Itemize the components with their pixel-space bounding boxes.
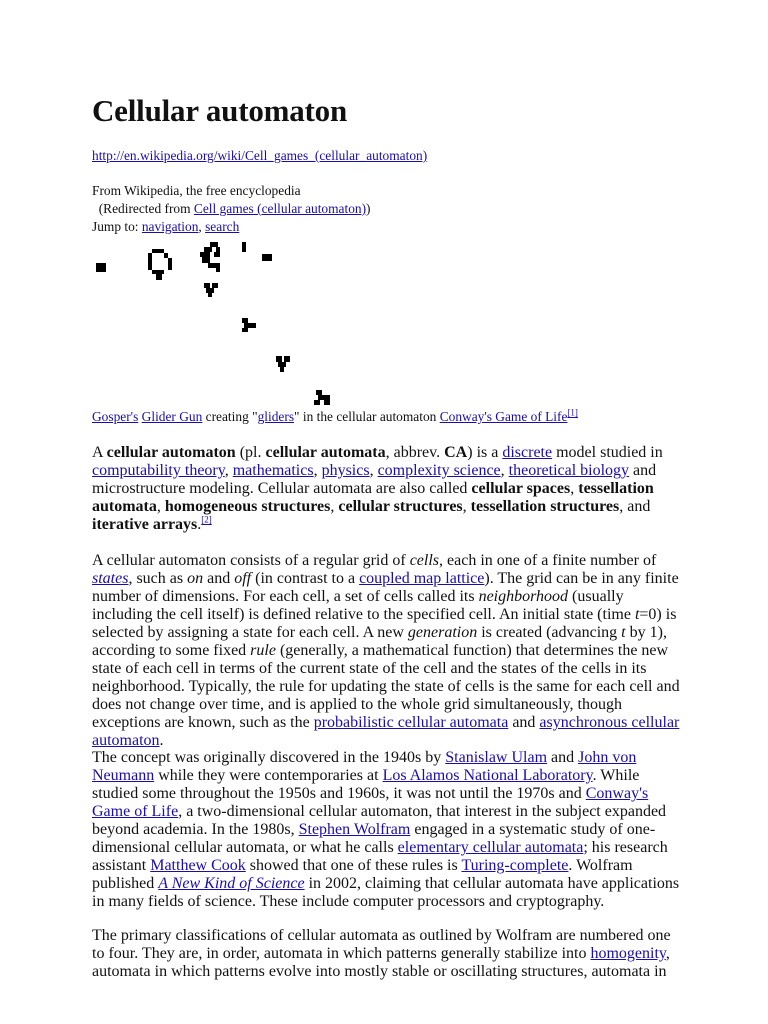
elementary-ca-link[interactable]: elementary cellular automata [397, 839, 584, 856]
glider-gun-link[interactable]: Glider Gun [141, 409, 203, 424]
turing-complete-link[interactable]: Turing-complete [461, 857, 569, 874]
probabilistic-ca-link[interactable]: probabilistic cellular automata [313, 714, 509, 731]
coupled-map-lattice-link[interactable]: coupled map lattice [359, 570, 485, 587]
redirect-link[interactable]: Cell games (cellular automaton) [193, 200, 367, 216]
article-url-link[interactable]: http://en.wikipedia.org/wiki/Cell_games_(cellular_automaton) [92, 148, 428, 163]
redirect-line: (Redirected from Cell games (cellular automaton)) [98, 200, 371, 216]
computability-theory-link[interactable]: computability theory [92, 462, 225, 479]
paragraph-history: The concept was originally discovered in the 1940s by Stanislaw Ulam and John von Neumann while they were contemporaries at Los Alamos National Laboratory. While studied some throughout the 1950s and 1960s, it was not until the 1970s and Conway's Game of Life, a two-dimensional cellular automaton, that interest in the subject expanded beyond academia. In the 1980s, Stephen Wolfram engaged in a systematic study of one-dimensional cellular automata, or what he calls elementary cellular automata; his research assistant Matthew Cook showed that one of these rules is Turing-complete. Wolfram published A New Kind of Science in 2002, claiming that cellular automata have applications in many fields of science. These include computer processors and cryptography. [92, 749, 680, 910]
states-link[interactable]: states [92, 570, 129, 587]
matthew-cook-link[interactable]: Matthew Cook [150, 857, 246, 874]
ref-1-link[interactable]: [1] [567, 407, 578, 418]
paragraph-classification: The primary classifications of cellular automata as outlined by Wolfram are numbered one to four. They are, in order, automata in which patterns generally stabilize into homogenity, automata in which patterns evolve into mostly stable or oscillating structures, automata in [92, 927, 671, 980]
stephen-wolfram-link[interactable]: Stephen Wolfram [298, 821, 411, 838]
asynchronous-ca-link[interactable]: asynchronous cellular automaton [92, 714, 680, 749]
los-alamos-link[interactable]: Los Alamos National Laboratory [382, 767, 593, 784]
glider-gun-image [92, 238, 342, 408]
game-of-life-link[interactable]: Conway's Game of Life [439, 409, 568, 424]
paragraph-definition: A cellular automaton consists of a regular grid of cells, each in one of a finite number of states, such as on and off (in contrast to a coupled map lattice). The grid can be in any finite number of dimensions. For each cell, a set of cells called its neighborhood (usually including the cell itself) is defined relative to the specified cell. An initial state (time t=0) is selected by assigning a state for each cell. A new generation is created (advancing t by 1), according to some fixed rule (generally, a mathematical function) that determines the new state of each cell in terms of the current state of the cell and the states of the cells in its neighborhood. Typically, the rule for updating the state of cells is the same for each cell and does not change over time, and is applied to the whole grid simultaneously, though exceptions are known, such as the probabilistic cellular automata and asynchronous cellular automaton. [92, 552, 680, 749]
search-link[interactable]: search [205, 218, 240, 234]
new-kind-of-science-link[interactable]: A New Kind of Science [158, 875, 305, 892]
paragraph-intro: A cellular automaton (pl. cellular automata, abbrev. CA) is a discrete model studied in computability theory, mathematics, physics, complexity science, theoretical biology and microstructure modeling. Cellular automata are also called cellular spaces, tessellation automata, homogeneous structures, cellular structures, tessellation structures, and iterative arrays.[2] [92, 444, 663, 533]
discrete-link[interactable]: discrete [502, 444, 553, 461]
john-von-neumann-link[interactable]: John von Neumann [92, 749, 637, 784]
image-caption: Gosper's Glider Gun creating "gliders" in the cellular automaton Conway's Game of Life[1] [92, 407, 578, 424]
from-wikipedia: From Wikipedia, the free encyclopedia [92, 183, 301, 198]
physics-link[interactable]: physics [321, 462, 370, 479]
complexity-science-link[interactable]: complexity science [377, 462, 501, 479]
source-block [92, 182, 682, 236]
theoretical-biology-link[interactable]: theoretical biology [508, 462, 630, 479]
game-of-life-link-2[interactable]: Conway's Game of Life [92, 785, 649, 820]
stanislaw-ulam-link[interactable]: Stanislaw Ulam [445, 749, 548, 766]
mathematics-link[interactable]: mathematics [232, 462, 314, 479]
jump-line: Jump to: navigation, search [92, 218, 240, 234]
block-right [262, 254, 272, 261]
navigation-link[interactable]: navigation [141, 218, 199, 234]
homogenity-link[interactable]: homogenity [590, 945, 666, 962]
gliders-link[interactable]: gliders [257, 409, 295, 424]
block-left [96, 263, 106, 272]
page-title: Cellular automaton [92, 93, 348, 128]
ref-2-link[interactable]: [2] [201, 514, 212, 525]
gosper-link[interactable]: Gosper's [92, 409, 139, 424]
